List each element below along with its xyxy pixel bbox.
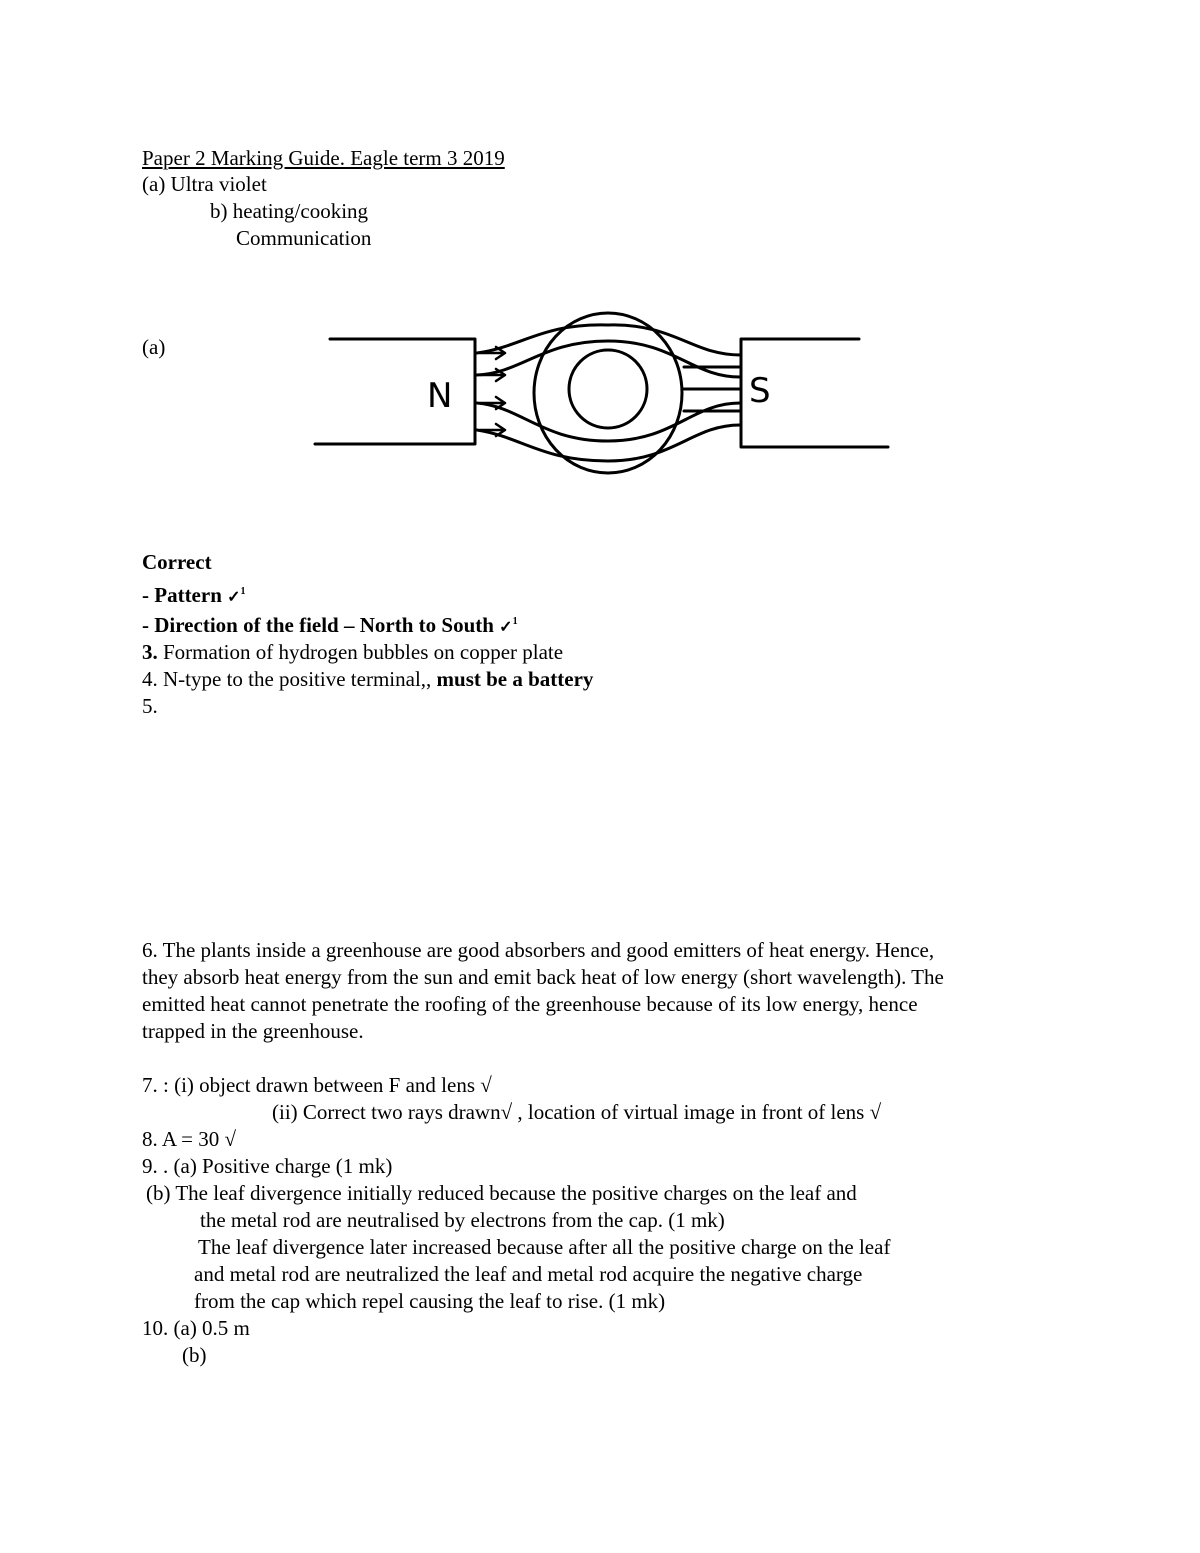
q7-part-i: 7. : (i) object drawn between F and lens √: [142, 1073, 492, 1097]
q4-bold-text: must be a battery: [436, 667, 594, 691]
q10-part-a: 10. (a) 0.5 m: [142, 1316, 250, 1340]
point-text: - Pattern: [142, 583, 222, 607]
q8-answer: 8. A = 30 √: [142, 1127, 236, 1151]
page-title: Paper 2 Marking Guide. Eagle term 3 2019: [142, 146, 505, 170]
mark-value: 1: [512, 616, 518, 627]
marking-point-direction: [142, 609, 518, 641]
q1-part-b-cont: Communication: [236, 226, 372, 250]
q3-text: Formation of hydrogen bubbles on copper plate: [157, 640, 564, 664]
q9-part-b-line-5: from the cap which repel causing the leaf to rise. (1 mk): [194, 1289, 666, 1313]
mark-value: 1: [240, 586, 246, 597]
q2-label: (a): [142, 335, 166, 359]
q1-part-a: (a) Ultra violet: [142, 172, 267, 196]
field-lines: [477, 325, 740, 461]
motor-field-diagram: [312, 303, 894, 475]
south-label: S: [749, 371, 771, 411]
q9-part-b-line-3: The leaf divergence later increased because after all the positive charge on the leaf: [198, 1235, 891, 1259]
north-label: N: [427, 376, 453, 416]
point-text: - Direction of the field – North to South: [142, 613, 494, 637]
q3-number: 3.: [142, 640, 158, 664]
q6-line-1: 6. The plants inside a greenhouse are good absorbers and good emitters of heat energy. Hence,: [142, 938, 935, 962]
q9-part-a: 9. . (a) Positive charge (1 mk): [142, 1154, 393, 1178]
marking-point-pattern: [142, 579, 246, 611]
q4-answer: [142, 666, 593, 692]
armature-outer: [534, 313, 682, 473]
q1-part-b: b) heating/cooking: [210, 199, 369, 223]
q9-part-b-line-1: (b) The leaf divergence initially reduced because the positive charges on the leaf and: [146, 1181, 857, 1205]
q6-line-4: trapped in the greenhouse.: [142, 1019, 364, 1043]
q10-part-b: (b): [182, 1343, 207, 1367]
tick-icon: ✓: [499, 619, 513, 636]
field-arrows: [480, 347, 505, 436]
q4-text: 4. N-type to the positive terminal,,: [142, 667, 437, 691]
q9-part-b-line-4: and metal rod are neutralized the leaf and metal rod acquire the negative charge: [194, 1262, 863, 1286]
correct-heading: Correct: [142, 550, 212, 574]
q6-line-3: emitted heat cannot penetrate the roofing of the greenhouse because of its low energy, hence: [142, 992, 918, 1016]
q7-part-ii: (ii) Correct two rays drawn√ , location of virtual image in front of lens √: [272, 1100, 882, 1124]
armature-inner: [569, 350, 647, 428]
q5-answer: 5.: [142, 694, 158, 718]
tick-icon: ✓: [227, 589, 241, 606]
q3-answer: [142, 639, 563, 665]
q9-part-b-line-2: the metal rod are neutralised by electrons from the cap. (1 mk): [200, 1208, 725, 1232]
q6-line-2: they absorb heat energy from the sun and emit back heat of low energy (short wavelength). The: [142, 965, 944, 989]
